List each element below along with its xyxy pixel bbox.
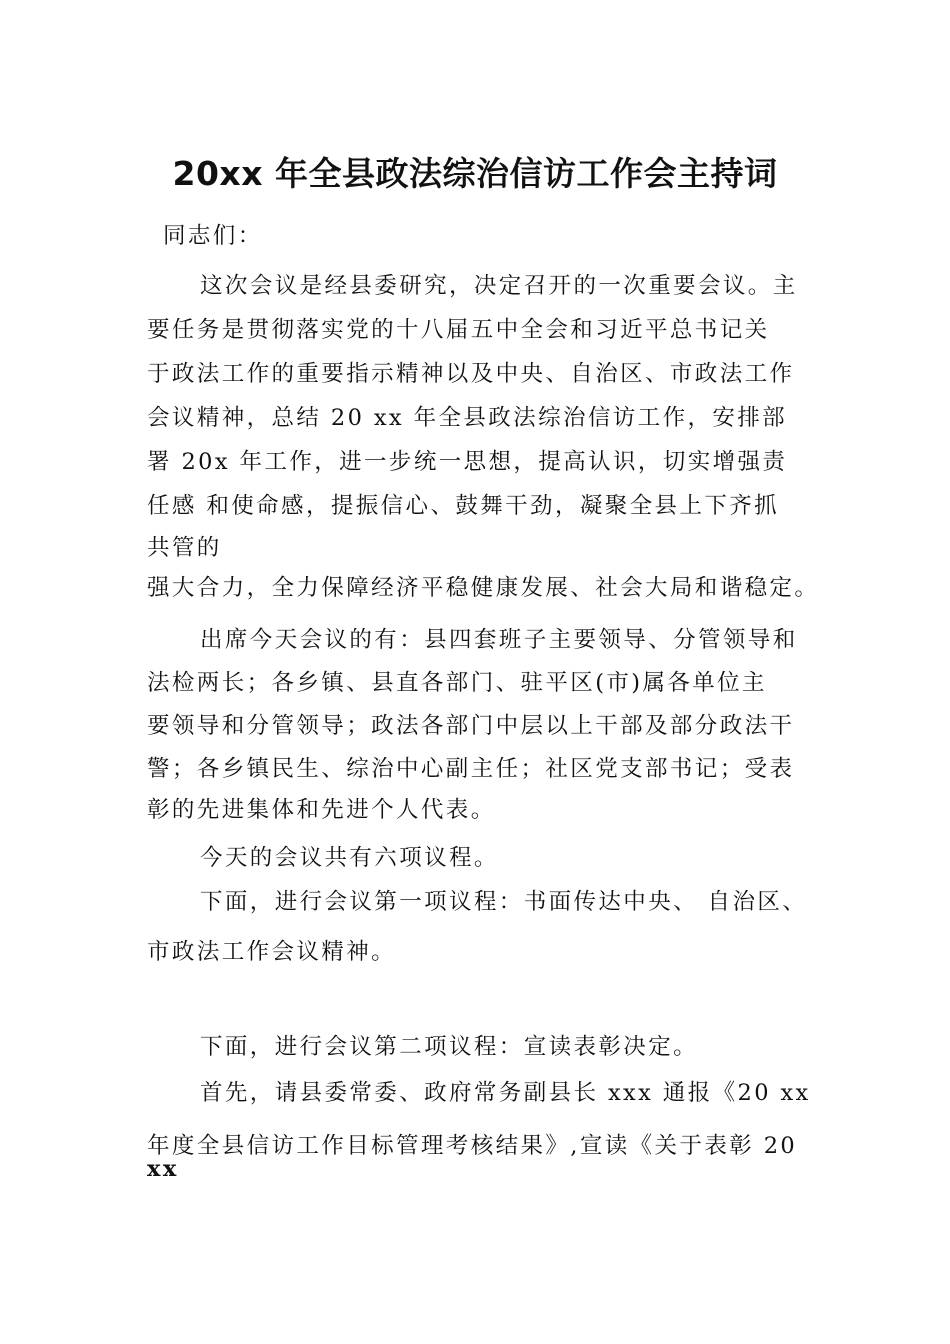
paragraph-line: 彰的先进集体和先进个人代表。 — [147, 797, 496, 823]
paragraph-line: xx — [147, 1156, 179, 1182]
paragraph-line: 今天的会议共有六项议程。 — [200, 845, 499, 871]
paragraph-line: 出席今天会议的有：县四套班子主要领导、分管领导和 — [200, 627, 798, 653]
paragraph-line: 下面，进行会议第二项议程：宣读表彰决定。 — [200, 1034, 699, 1060]
paragraph-line: 市政法工作会议精神。 — [147, 939, 397, 965]
paragraph-line: 任感 和使命感，提振信心、鼓舞干劲，凝聚全县上下齐抓 — [147, 493, 780, 519]
paragraph-line: 下面，进行会议第一项议程：书面传达中央、 自治区、 — [200, 889, 808, 915]
paragraph-line: 要任务是贯彻落实党的十八届五中全会和习近平总书记关 — [147, 317, 770, 343]
paragraph-line: 署 20x 年工作，进一步统一思想，提高认识，切实增强责 — [147, 449, 788, 475]
paragraph-line: 会议精神，总结 20 xx 年全县政法综治信访工作，安排部 — [147, 405, 788, 431]
document-title: 20xx 年全县政法综治信访工作会主持词 — [172, 154, 778, 193]
greeting: 同志们： — [163, 223, 263, 249]
paragraph-line: 于政法工作的重要指示精神以及中央、自治区、市政法工作 — [147, 361, 795, 387]
paragraph-line: 要领导和分管领导；政法各部门中层以上干部及部分政法干 — [147, 713, 795, 739]
paragraph-line: 法检两长；各乡镇、县直各部门、驻平区(市)属各单位主 — [147, 670, 767, 696]
paragraph-line: 年度全县信访工作目标管理考核结果》,宣读《关于表彰 20 — [147, 1133, 798, 1159]
paragraph-line: 警；各乡镇民生、综治中心副主任；社区党支部书记；受表 — [147, 756, 795, 782]
paragraph-line: 共管的 — [147, 535, 222, 561]
paragraph-line: 这次会议是经县委研究，决定召开的一次重要会议。主 — [200, 273, 798, 299]
paragraph-line: 首先，请县委常委、政府常务副县长 xxx 通报《20 xx — [200, 1080, 811, 1106]
paragraph-line: 强大合力，全力保障经济平稳健康发展、社会大局和谐稳定。 — [147, 575, 820, 601]
